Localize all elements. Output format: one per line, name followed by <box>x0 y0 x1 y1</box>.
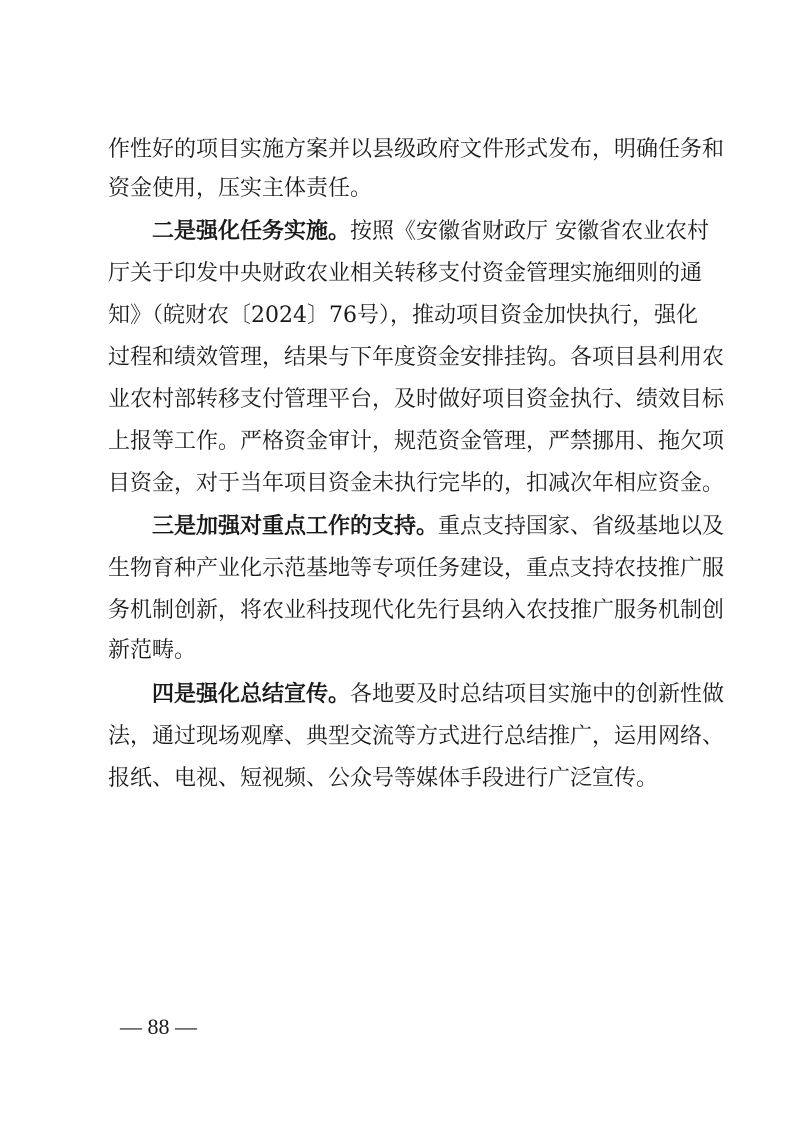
paragraph-2-line-3: 知》（皖财农〔2024〕76号），推动项目资金加快执行，强化 <box>108 303 698 328</box>
paragraph-4-line-2: 法，通过现场观摩、典型交流等方式进行总结推广，运用网络、 <box>108 724 725 749</box>
paragraph-3-first-line-text: 重点支持国家、省级基地以及 <box>438 514 725 539</box>
paragraph-2-first-line-text: 按照《安徽省财政厅 安徽省农业农村 <box>350 219 710 244</box>
paragraph-2-line-4: 过程和绩效管理，结果与下年度资金安排挂钩。各项目县利用农 <box>108 345 725 370</box>
paragraph-4-heading: 四是强化总结宣传。 <box>152 682 351 707</box>
paragraph-2-line-6: 上报等工作。严格资金审计，规范资金管理，严禁挪用、拖欠项 <box>108 429 725 454</box>
paragraph-2-line-1 <box>152 212 710 252</box>
paragraph-4-line-3: 报纸、电视、短视频、公众号等媒体手段进行广泛宣传。 <box>108 766 659 791</box>
paragraph-4-first-line-text: 各地要及时总结项目实施中的创新性做 <box>350 682 725 707</box>
paragraph-1-line-2: 资金使用，压实主体责任。 <box>108 176 373 201</box>
paragraph-3-heading: 三是加强对重点工作的支持。 <box>152 514 439 539</box>
paragraph-3-line-2: 生物育种产业化示范基地等专项任务建设，重点支持农技推广服 <box>108 556 725 581</box>
paragraph-3-line-4: 新范畴。 <box>108 638 197 663</box>
paragraph-3-line-3: 务机制创新，将农业科技现代化先行县纳入农技推广服务机制创 <box>108 598 725 623</box>
paragraph-2-heading: 二是强化任务实施。 <box>152 219 351 244</box>
page-number: — 88 — <box>120 1014 197 1039</box>
paragraph-4-line-1 <box>152 675 725 715</box>
paragraph-1-line-1: 作性好的项目实施方案并以县级政府文件形式发布，明确任务和 <box>108 137 725 162</box>
paragraph-2-line-7: 目资金，对于当年项目资金未执行完毕的，扣减次年相应资金。 <box>108 471 725 496</box>
paragraph-3-line-1 <box>152 507 725 547</box>
paragraph-2-line-2: 厅关于印发中央财政农业相关转移支付资金管理实施细则的通 <box>108 261 703 286</box>
paragraph-2-line-5: 业农村部转移支付管理平台，及时做好项目资金执行、绩效目标 <box>108 387 725 412</box>
